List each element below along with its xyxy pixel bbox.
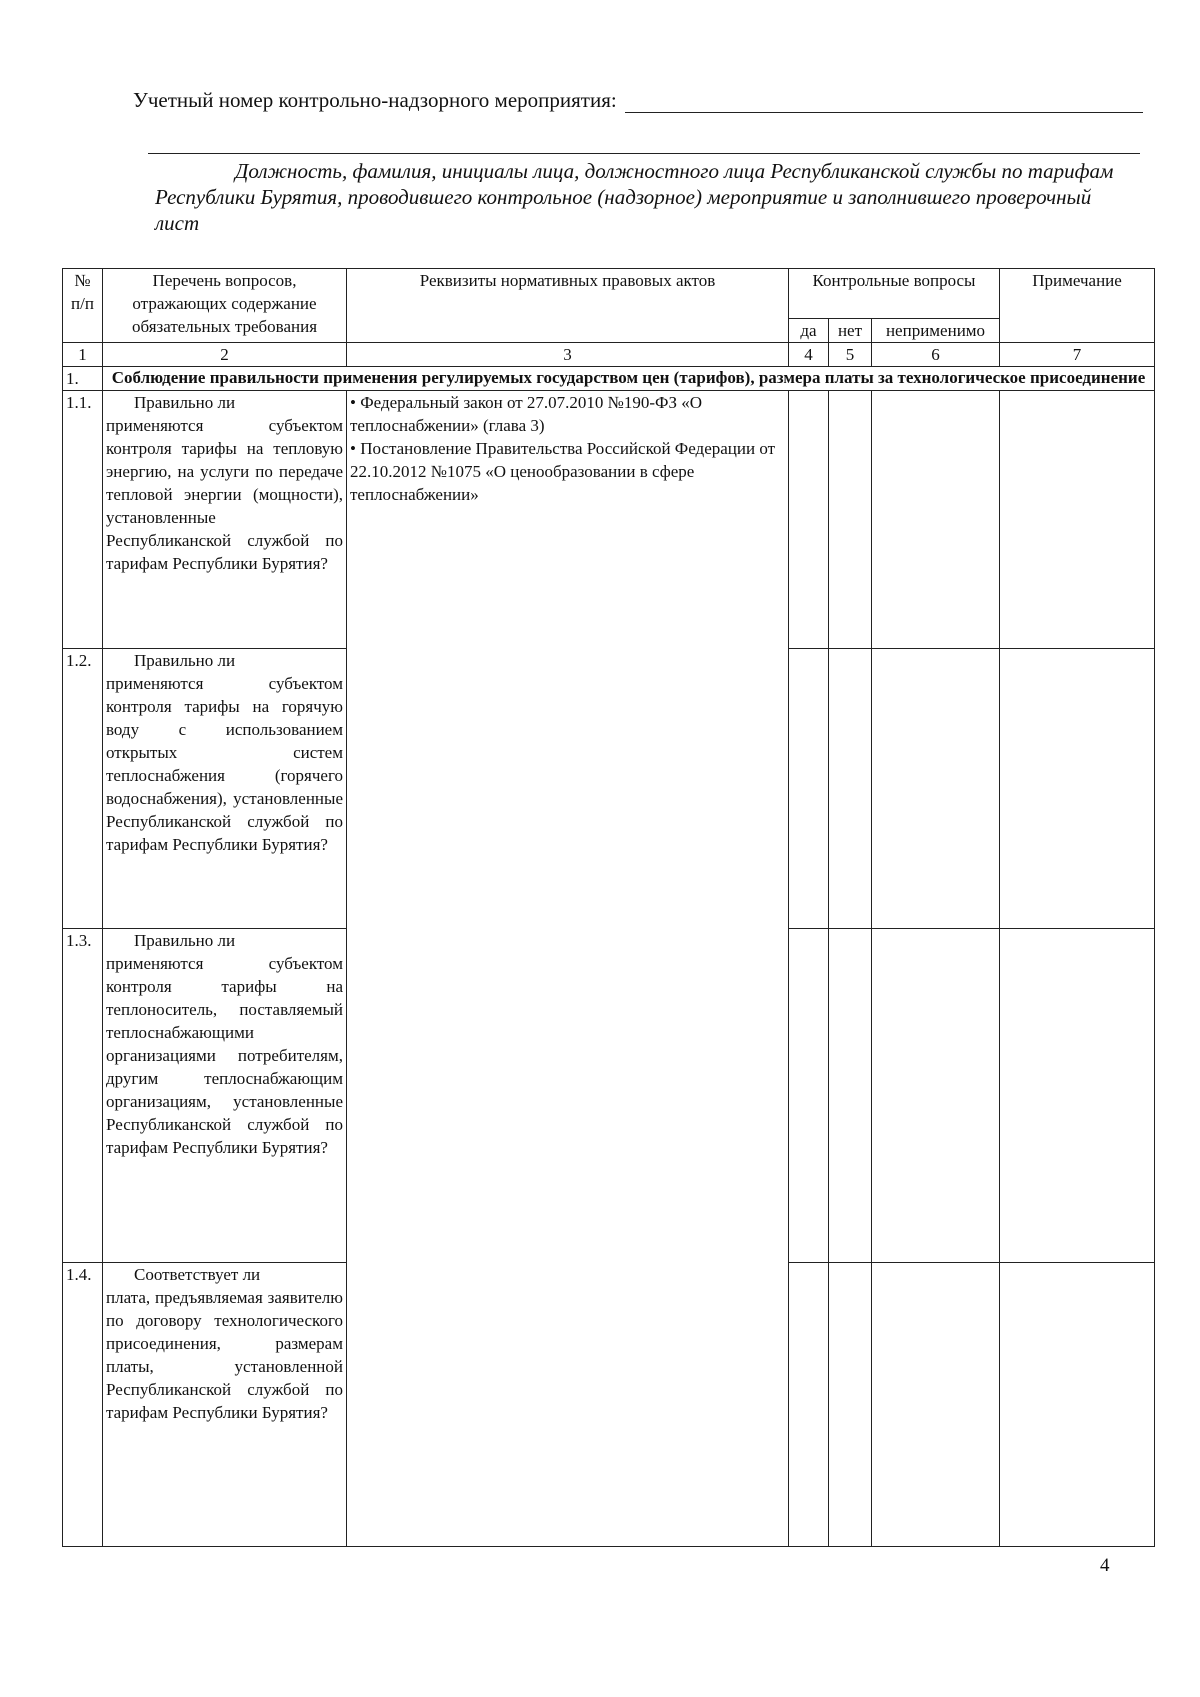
col-header-control: Контрольные вопросы	[789, 269, 1000, 319]
row-question-text: применяются субъектом контроля тарифы на теплоноситель, поставляемый теплоснабжающими организациями потребителям, другим теплоснабжающим организациям, установленные Республиканской службой по тарифам Республики Бурятия?	[106, 954, 343, 1157]
page-number: 4	[1100, 1555, 1110, 1576]
signature-line[interactable]	[148, 153, 1140, 154]
legal-act-item: • Постановление Правительства Российской Федерации от 22.10.2012 №1075 «О ценообразовании в сфере теплоснабжении»	[350, 439, 776, 504]
answer-yes-cell[interactable]	[789, 391, 829, 649]
row-question-lead: Правильно ли	[134, 393, 236, 412]
column-number: 4	[789, 343, 829, 367]
row-question	[103, 1263, 347, 1547]
answer-no-cell[interactable]	[829, 929, 872, 1263]
answer-yes-cell[interactable]	[789, 649, 829, 929]
col-header-yes: да	[789, 319, 829, 343]
note-cell[interactable]	[1000, 1263, 1155, 1547]
answer-yes-cell[interactable]	[789, 929, 829, 1263]
col-header-no: нет	[829, 319, 872, 343]
column-number: 7	[1000, 343, 1155, 367]
row-question	[103, 649, 347, 929]
row-number: 1.4.	[63, 1263, 103, 1547]
answer-no-cell[interactable]	[829, 1263, 872, 1547]
table-row	[63, 391, 1155, 649]
row-number: 1.3.	[63, 929, 103, 1263]
account-number-line	[133, 88, 1143, 113]
col-header-na: неприменимо	[872, 319, 1000, 343]
row-question-text: применяются субъектом контроля тарифы на тепловую энергию, на услуги по передаче тепловой энергии (мощности), установленные Республиканской службой по тарифам Республики Бурятия?	[106, 416, 343, 573]
header-row	[63, 269, 1155, 319]
column-number: 6	[872, 343, 1000, 367]
signer-caption	[155, 158, 1140, 236]
row-question-lead: Правильно ли	[134, 651, 236, 670]
signer-caption-text: Должность, фамилия, инициалы лица, должностного лица Республиканской службы по тарифам Республики Бурятия, проводившего контрольное (надзорное) мероприятие и заполнившего проверочный лист	[155, 159, 1114, 235]
note-cell[interactable]	[1000, 649, 1155, 929]
row-question-text: плата, предъявляемая заявителю по договору технологического присоединения, размерам платы, установленной Республиканской службой по тарифам Республики Бурятия?	[106, 1288, 343, 1422]
answer-na-cell[interactable]	[872, 929, 1000, 1263]
answer-no-cell[interactable]	[829, 649, 872, 929]
col-header-note: Примечание	[1000, 269, 1155, 343]
row-question-lead: Правильно ли	[134, 931, 236, 950]
row-question	[103, 391, 347, 649]
answer-na-cell[interactable]	[872, 391, 1000, 649]
note-cell[interactable]	[1000, 929, 1155, 1263]
account-number-label: Учетный номер контрольно-надзорного мероприятия:	[133, 88, 617, 112]
row-question	[103, 929, 347, 1263]
column-numbers-row	[63, 343, 1155, 367]
section-row	[63, 367, 1155, 391]
column-number: 5	[829, 343, 872, 367]
legal-acts-cell	[347, 391, 789, 1547]
legal-act-item: • Федеральный закон от 27.07.2010 №190-ФЗ «О теплоснабжении» (глава 3)	[350, 393, 703, 435]
section-number: 1.	[63, 367, 103, 391]
column-number: 1	[63, 343, 103, 367]
answer-na-cell[interactable]	[872, 1263, 1000, 1547]
row-question-text: применяются субъектом контроля тарифы на горячую воду с использованием открытых систем теплоснабжения (горячего водоснабжения), установленные Республиканской службой по тарифам Республики Бурятия?	[106, 674, 343, 854]
answer-yes-cell[interactable]	[789, 1263, 829, 1547]
column-number: 2	[103, 343, 347, 367]
col-header-num: № п/п	[63, 269, 103, 343]
note-cell[interactable]	[1000, 391, 1155, 649]
column-number: 3	[347, 343, 789, 367]
row-number: 1.1.	[63, 391, 103, 649]
checklist-table	[62, 268, 1155, 1547]
answer-na-cell[interactable]	[872, 649, 1000, 929]
section-title: Соблюдение правильности применения регулируемых государством цен (тарифов), размера платы за технологическое присоединение	[103, 367, 1155, 391]
row-question-lead: Соответствует ли	[134, 1265, 261, 1284]
row-number: 1.2.	[63, 649, 103, 929]
account-number-field[interactable]	[625, 90, 1143, 113]
answer-no-cell[interactable]	[829, 391, 872, 649]
col-header-acts: Реквизиты нормативных правовых актов	[347, 269, 789, 343]
col-header-questions: Перечень вопросов, отражающих содержание обязательных требования	[103, 269, 347, 343]
